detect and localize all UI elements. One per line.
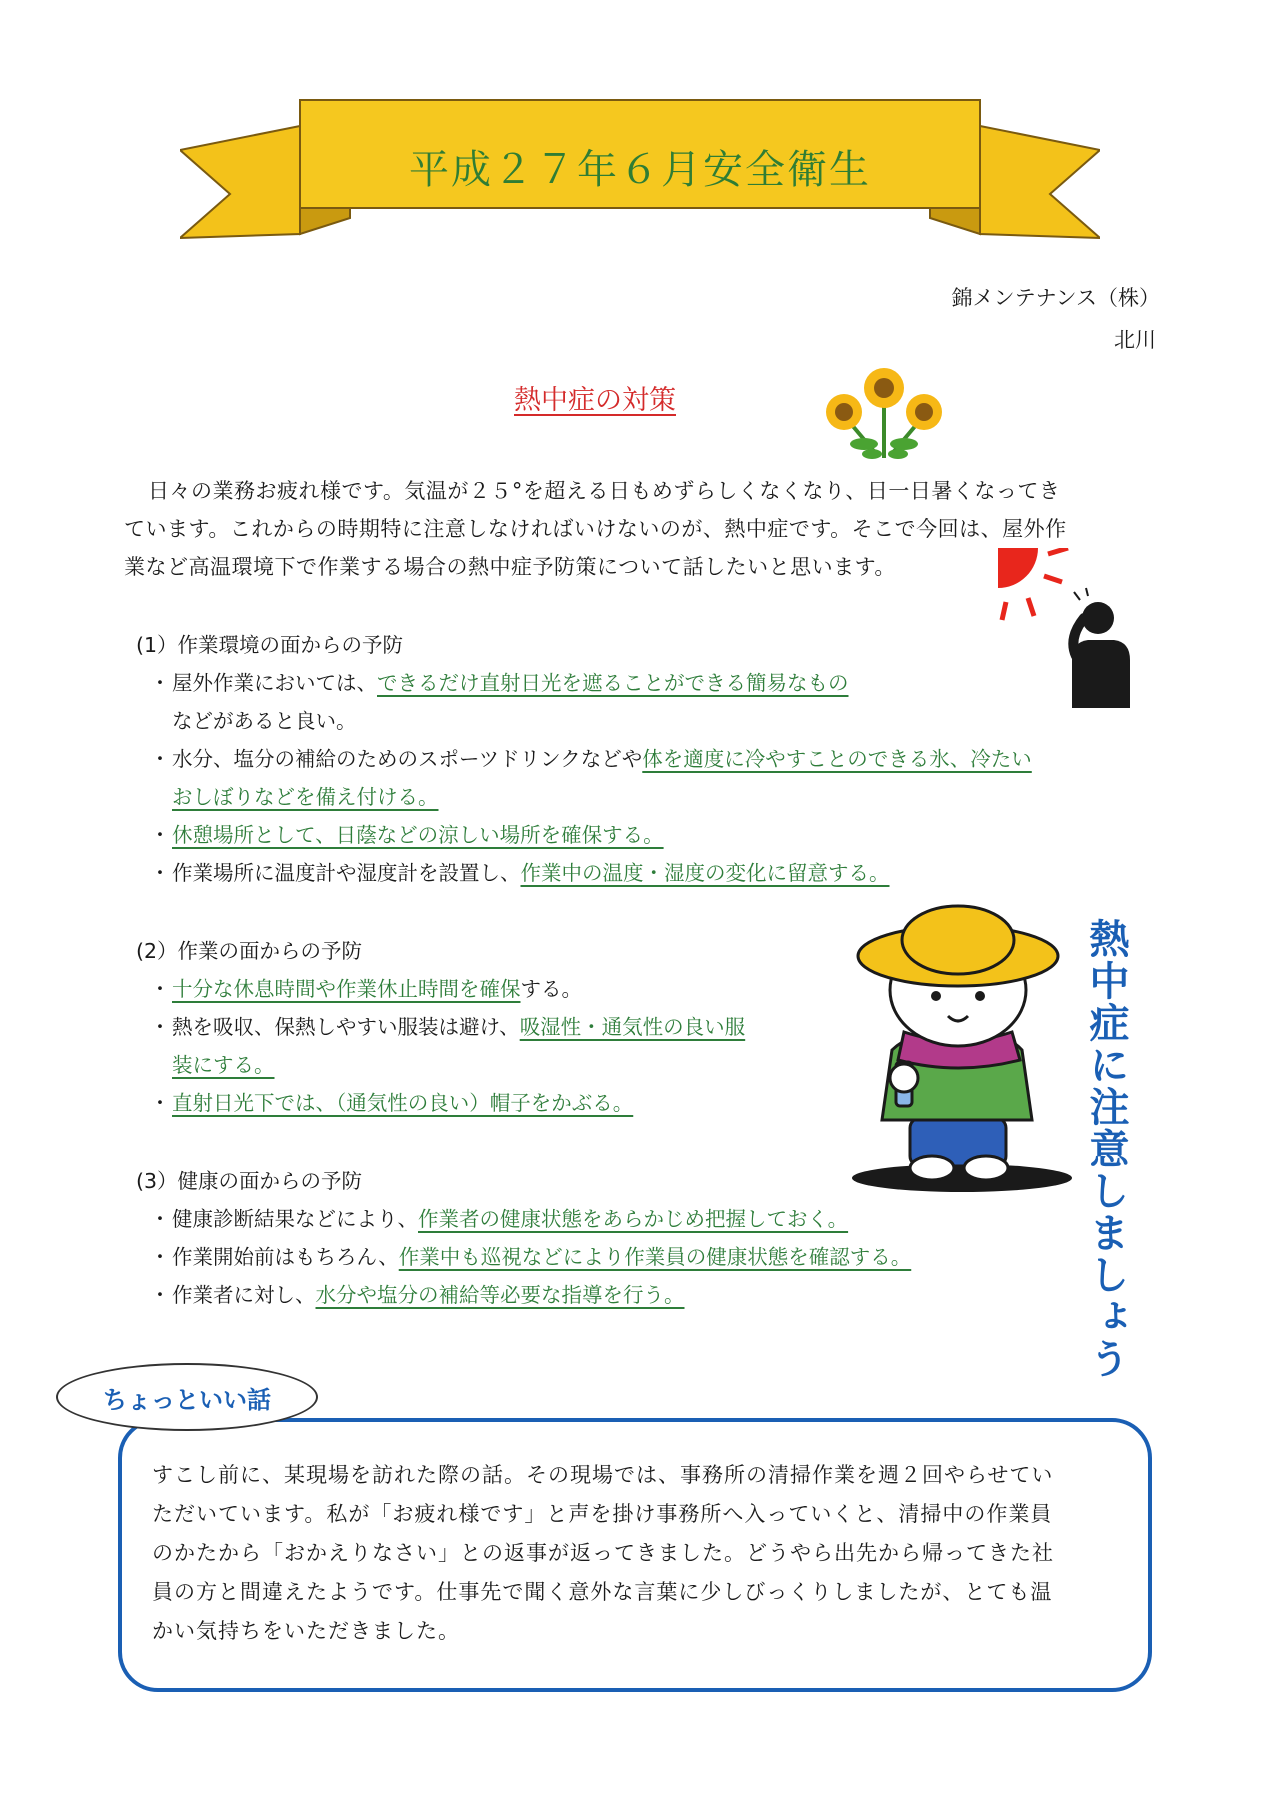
story-line: すこし前に、某現場を訪れた際の話。その現場では、事務所の清掃作業を週２回やらせてい (152, 1463, 1054, 1487)
section2-bullet-3: ・直射日光下では、（通気性の良い）帽子をかぶる。 (149, 1091, 634, 1115)
good-story-text (152, 1456, 1132, 1651)
author-name: 北川 (1114, 328, 1156, 352)
story-line: かい気持ちをいただきました。 (152, 1619, 460, 1643)
heatstroke-warning-caption: 熱中症に注意しましょう (1083, 918, 1129, 1380)
company-name: 錦メンテナンス（株） (951, 286, 1160, 310)
section2-heading: (2）作業の面からの予防 (136, 939, 363, 963)
section1-bullet-2: ・水分、塩分の補給のためのスポーツドリンクなどや体を適度に冷やすことのできる氷、冷たい おしぼりなどを備え付ける。 (149, 747, 1032, 809)
section1-bullet-1: ・屋外作業においては、できるだけ直射日光を遮ることができる簡易なもの などがあると良い。 (149, 671, 849, 733)
story-line: 員の方と間違えたようです。仕事先で聞く意外な言葉に少しびっくりしましたが、とても温 (152, 1580, 1053, 1604)
section3-bullet-3: ・作業者に対し、水分や塩分の補給等必要な指導を行う。 (149, 1283, 685, 1307)
section1-heading: (1）作業環境の面からの予防 (136, 633, 404, 657)
section3-bullet-2: ・作業開始前はもちろん、作業中も巡視などにより作業員の健康状態を確認する。 (149, 1245, 912, 1269)
section2-bullet-1: ・十分な休息時間や作業休止時間を確保する。 (149, 977, 582, 1001)
good-story-label: ちょっといい話 (56, 1363, 318, 1431)
section1-bullet-4: ・作業場所に温度計や湿度計を設置し、作業中の温度・湿度の変化に留意する。 (149, 861, 890, 885)
page-title: 平成２７年６月安全衛生 (409, 147, 871, 193)
section3-heading: (3）健康の面からの予防 (136, 1169, 363, 1193)
story-line: のかたから「おかえりなさい」との返事が返ってきました。どうやら出先から帰ってきた社 (152, 1541, 1054, 1565)
intro-line: 日々の業務お疲れ様です。気温が２５°を超える日もめずらしくなくなり、日一日暑くなってき (148, 479, 1061, 503)
title-banner (180, 88, 1100, 258)
section2-bullet-2: ・熱を吸収、保熱しやすい服装は避け、吸湿性・通気性の良い服 装にする。 (149, 1015, 746, 1077)
story-line: ただいています。私が「お疲れ様です」と声を掛け事務所へ入っていくと、清掃中の作業員 (152, 1502, 1053, 1526)
intro-line: ています。これからの時期特に注意しなければいけないのが、熱中症です。そこで今回は、屋外作 (124, 517, 1067, 541)
section-title: 熱中症の対策 (514, 385, 676, 416)
section1-bullet-3: ・休憩場所として、日蔭などの涼しい場所を確保する。 (149, 823, 664, 847)
sunflower-icon (820, 366, 948, 462)
intro-line: 業など高温環境下で作業する場合の熱中症予防策について話したいと思います。 (124, 555, 896, 579)
section3-bullet-1: ・健康診断結果などにより、作業者の健康状態をあらかじめ把握しておく。 (149, 1207, 849, 1231)
